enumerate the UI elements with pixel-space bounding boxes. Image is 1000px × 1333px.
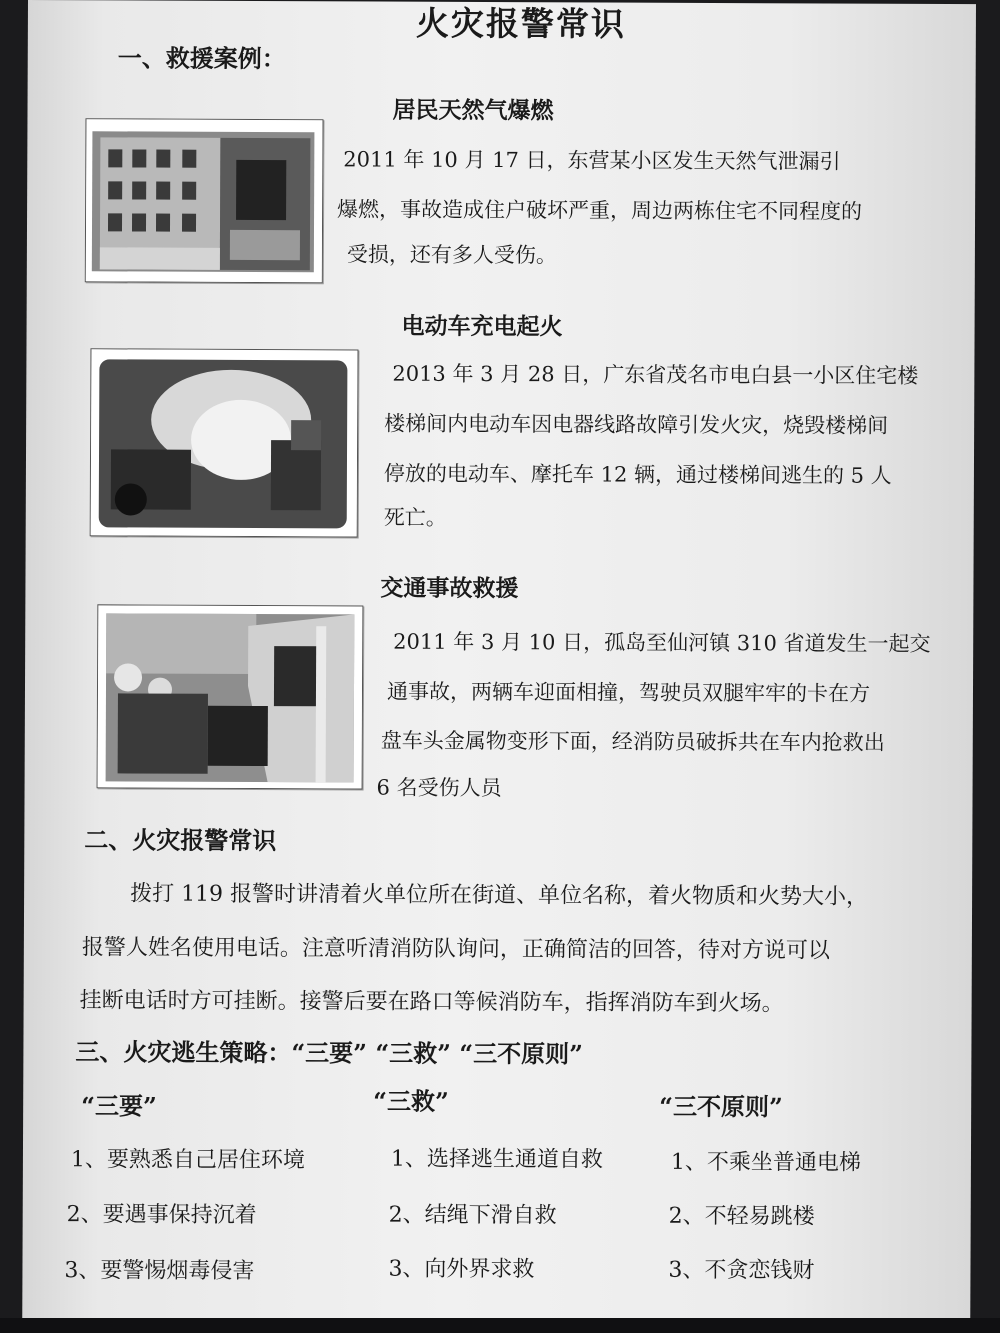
document-page: [22, 0, 976, 1322]
section1-heading: 一、救援案例：: [117, 43, 286, 74]
col2-item-2: 2、结绳下滑自救: [388, 1202, 557, 1229]
case3-line-4: 6 名受伤人员: [376, 775, 502, 801]
col3-item-3: 3、不贪恋钱财: [668, 1257, 815, 1284]
section3-heading: 三、火灾逃生策略：“三要” “三救” “三不原则”: [75, 1037, 584, 1069]
ebike-fire-photo: [90, 348, 359, 537]
col1-item-2: 2、要遇事保持沉着: [66, 1202, 257, 1229]
col1-title: “三要”: [81, 1091, 157, 1121]
case2-line-3: 停放的电动车、摩托车 12 辆，通过楼梯间逃生的 5 人: [383, 461, 892, 488]
col2-item-1: 1、选择逃生通道自救: [390, 1146, 603, 1173]
background-surface: [0, 1318, 1000, 1333]
case3-line-2: 通事故，两辆车迎面相撞，驾驶员双腿牢牢的卡在方: [386, 679, 871, 706]
case1-line-3: 受损，还有多人受伤。: [346, 242, 557, 268]
col3-item-1: 1、不乘坐普通电梯: [670, 1149, 861, 1176]
section2-line-2: 报警人姓名使用电话。注意听清消防队询问，正确简洁的回答，待对方说可以: [81, 935, 830, 964]
building-explosion-photo: [85, 118, 324, 283]
page-title: 火灾报警常识: [415, 3, 626, 44]
case3-line-3: 盘车头金属物变形下面，经消防员破拆共在车内抢救出: [380, 728, 885, 755]
case3-line-1: 2011 年 3 月 10 日，孤岛至仙河镇 310 省道发生一起交: [393, 629, 931, 656]
case2-line-2: 楼梯间内电动车因电器线路故障引发火灾，烧毁楼梯间: [384, 411, 889, 438]
section2-heading: 二、火灾报警常识: [84, 825, 277, 856]
case2-line-1: 2013 年 3 月 28 日，广东省茂名市电白县一小区住宅楼: [392, 361, 919, 388]
col2-item-3: 3、向外界求救: [388, 1256, 535, 1283]
section2-line-3: 挂断电话时方可挂断。接警后要在路口等候消防车，指挥消防车到火场。: [79, 988, 784, 1017]
traffic-rescue-photo: [97, 604, 364, 789]
col1-item-1: 1、要熟悉自己居住环境: [70, 1147, 305, 1174]
col3-item-2: 2、不轻易跳楼: [668, 1203, 815, 1230]
col2-title: “三救”: [373, 1086, 449, 1116]
col3-title: “三不原则”: [659, 1091, 783, 1122]
case1-line-2: 爆燃，事故造成住户破坏严重，周边两栋住宅不同程度的: [337, 197, 863, 224]
case2-line-4: 死亡。: [383, 505, 447, 530]
case2-title: 电动车充电起火: [401, 312, 563, 341]
case1-title: 居民天然气爆燃: [392, 96, 554, 125]
case1-line-1: 2011 年 10 月 17 日，东营某小区发生天然气泄漏引: [343, 147, 841, 174]
section2-line-1: 拨打 119 报警时讲清着火单位所在街道、单位名称，着火物质和火势大小，: [130, 881, 869, 910]
case3-title: 交通事故救援: [380, 574, 519, 603]
col1-item-3: 3、要警惕烟毒侵害: [64, 1258, 255, 1285]
